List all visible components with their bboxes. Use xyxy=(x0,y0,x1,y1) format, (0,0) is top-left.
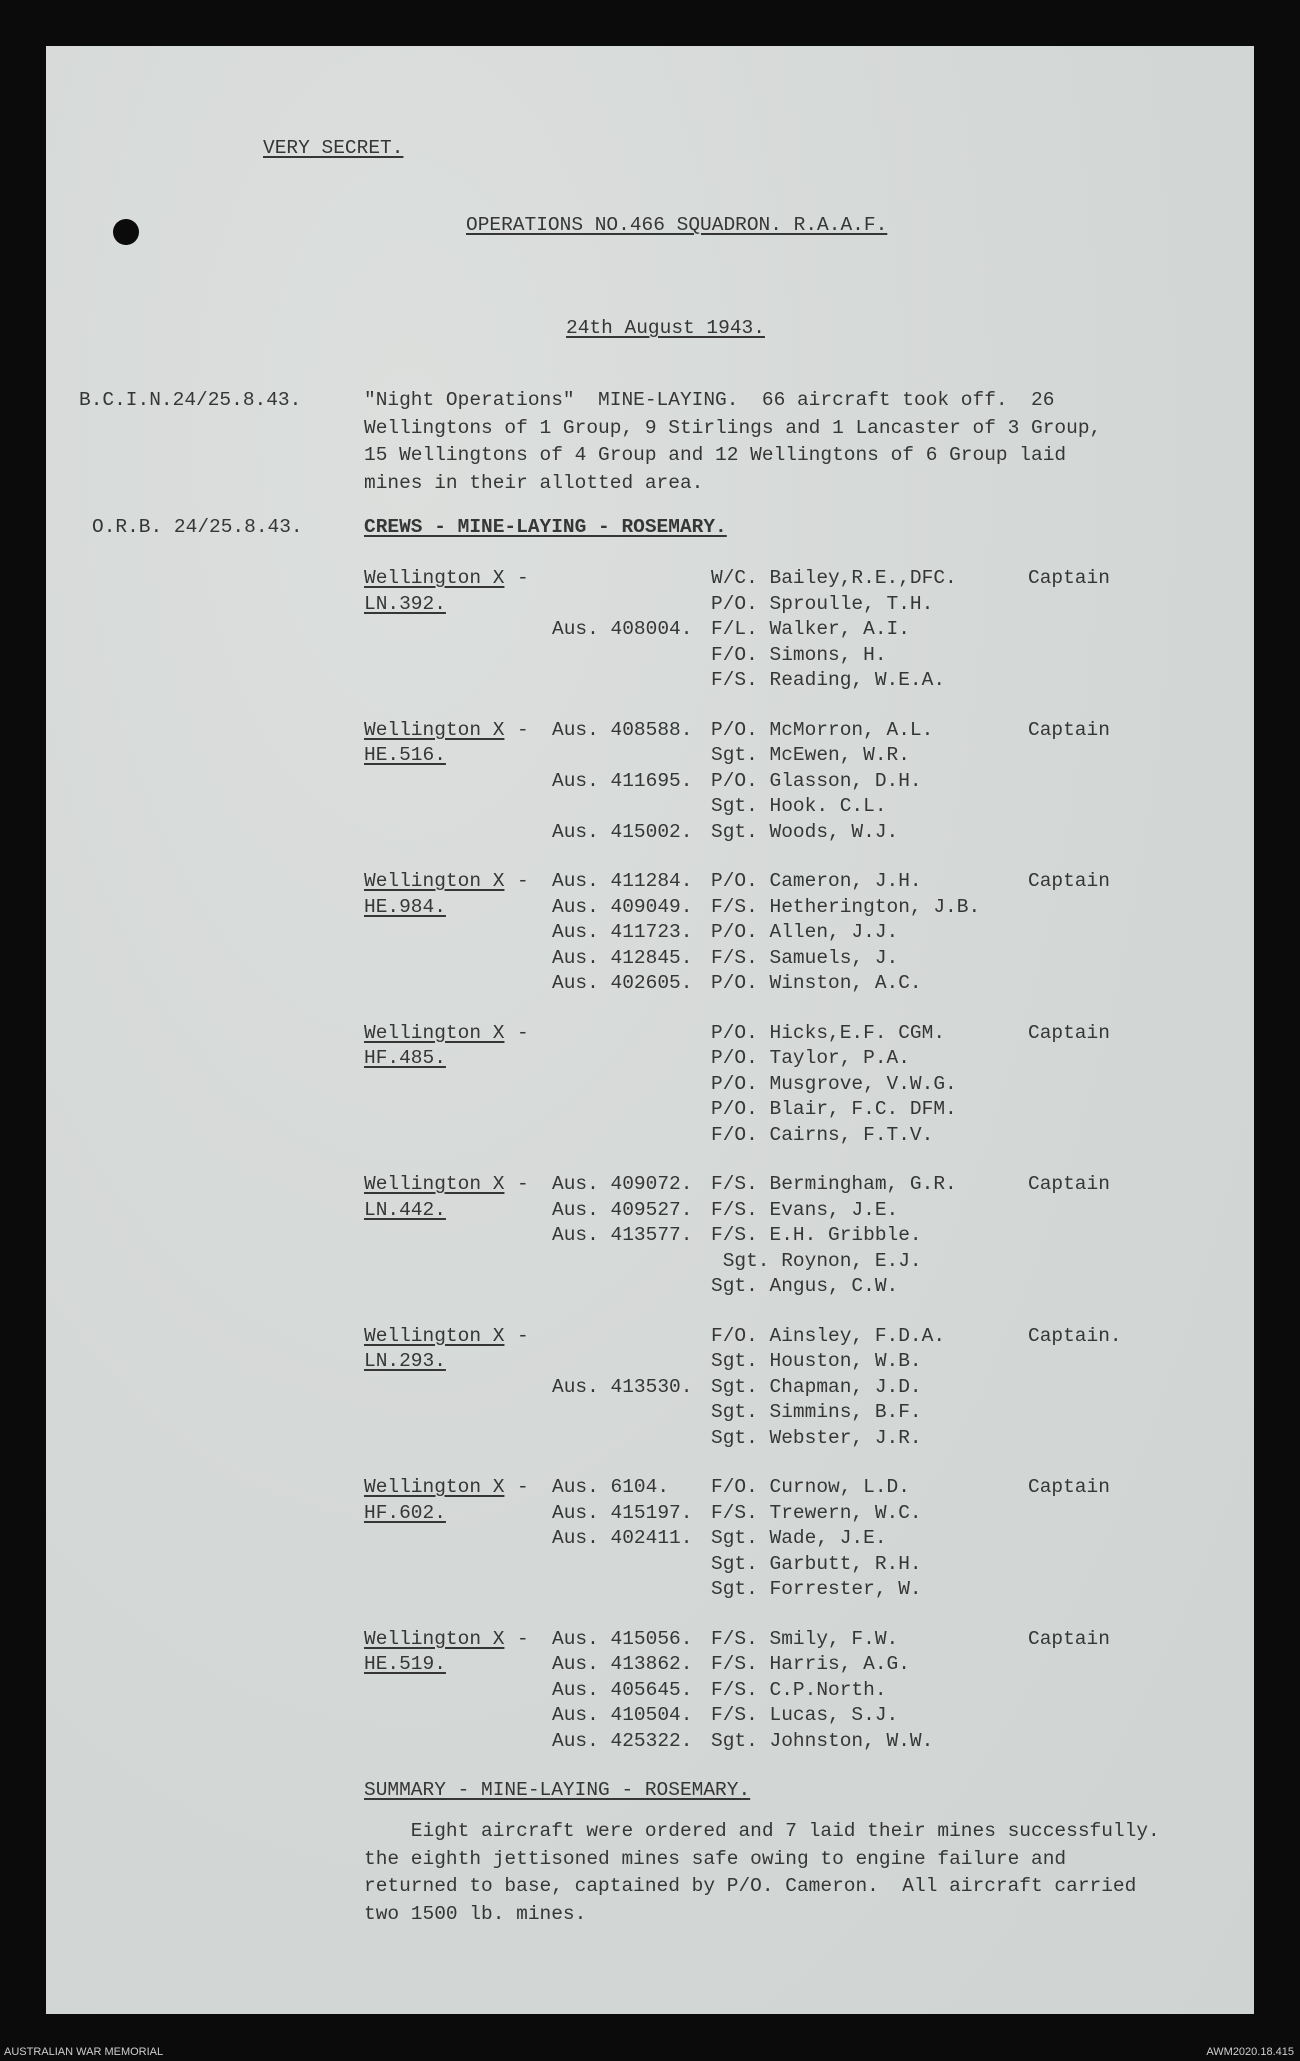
crew-block xyxy=(364,566,1164,698)
crew-member-name: P/O. Glasson, D.H. xyxy=(711,769,922,792)
crew-member-name: F/S. Harris, A.G. xyxy=(711,1653,910,1675)
aircraft-serial: LN.392. xyxy=(364,592,446,615)
crew-block xyxy=(364,869,1164,1001)
crew-member-name: Sgt. Houston, W.B. xyxy=(711,1350,922,1372)
crew-block xyxy=(364,1324,1164,1456)
crew-member-name: F/S. Trewern, W.C. xyxy=(711,1501,922,1524)
aircraft-serial: HE.519. xyxy=(364,1653,446,1675)
orb-reference: O.R.B. 24/25.8.43. xyxy=(92,516,303,538)
service-number: Aus. 408004. xyxy=(552,618,693,640)
crew-member-name: F/S. Samuels, J. xyxy=(711,946,899,969)
crew-member-name: P/O. Allen, J.J. xyxy=(711,921,899,943)
crew-member-name: F/S. Hetherington, J.B. xyxy=(711,895,981,918)
crew-member-name: F/S. E.H. Gribble. xyxy=(711,1224,922,1246)
bcin-line: "Night Operations" MINE-LAYING. 66 aircraft took off. 26 xyxy=(364,389,1055,411)
service-number: Aus. 425322. xyxy=(552,1729,693,1752)
bcin-line: Wellingtons of 1 Group, 9 Stirlings and 1 Lancaster of 3 Group, xyxy=(364,416,1102,439)
aircraft-serial: HE.516. xyxy=(364,744,446,766)
crew-member-name: Sgt. Webster, J.R. xyxy=(711,1426,922,1449)
service-number: Aus. 412845. xyxy=(552,946,693,969)
service-number: Aus. 409049. xyxy=(552,895,693,918)
crew-block xyxy=(364,1627,1164,1759)
service-number: Aus. 411284. xyxy=(552,870,693,892)
aircraft-type: Wellington X xyxy=(364,567,505,589)
crew-role: Captain xyxy=(1028,1476,1110,1498)
footer-source: AUSTRALIAN WAR MEMORIAL xyxy=(4,2046,164,2058)
crew-block xyxy=(364,1021,1164,1153)
crew-member-name: F/S. Evans, J.E. xyxy=(711,1198,899,1221)
document-title: OPERATIONS NO.466 SQUADRON. R.A.A.F. xyxy=(466,214,888,236)
crew-member-name: P/O. Winston, A.C. xyxy=(711,972,922,994)
bcin-line: mines in their allotted area. xyxy=(364,471,704,494)
aircraft-type: Wellington X xyxy=(364,718,505,741)
service-number: Aus. 415056. xyxy=(552,1627,693,1650)
aircraft-dash: - xyxy=(517,1627,529,1650)
service-number: Aus. 413862. xyxy=(552,1653,693,1675)
crew-member-name: F/S. Smily, F.W. xyxy=(711,1627,899,1650)
summary-line: two 1500 lb. mines. xyxy=(364,1902,587,1925)
service-number: Aus. 413577. xyxy=(552,1224,693,1246)
aircraft-dash: - xyxy=(517,1173,529,1195)
crew-block xyxy=(364,1172,1164,1304)
crew-role: Captain xyxy=(1028,718,1110,741)
crew-member-name: W/C. Bailey,R.E.,DFC. xyxy=(711,567,957,589)
summary-heading: SUMMARY - MINE-LAYING - ROSEMARY. xyxy=(364,1779,751,1801)
aircraft-type: Wellington X xyxy=(364,1476,505,1498)
crew-member-name: Sgt. Chapman, J.D. xyxy=(711,1375,922,1398)
service-number: Aus. 413530. xyxy=(552,1375,693,1398)
aircraft-dash: - xyxy=(517,1476,529,1498)
crew-block xyxy=(364,1475,1164,1607)
crew-role: Captain xyxy=(1028,1021,1110,1044)
crew-member-name: Sgt. Simmins, B.F. xyxy=(711,1401,922,1423)
classification: VERY SECRET. xyxy=(263,137,404,159)
crew-member-name: F/L. Walker, A.I. xyxy=(711,618,910,640)
document-date: 24th August 1943. xyxy=(566,317,765,339)
service-number: Aus. 402605. xyxy=(552,972,693,994)
crew-member-name: P/O. Cameron, J.H. xyxy=(711,870,922,892)
aircraft-dash: - xyxy=(517,1021,529,1044)
service-number: Aus. 405645. xyxy=(552,1678,693,1701)
crew-member-name: Sgt. Forrester, W. xyxy=(711,1578,922,1600)
service-number: Aus. 410504. xyxy=(552,1704,693,1726)
aircraft-dash: - xyxy=(517,718,529,741)
summary-line: returned to base, captained by P/O. Cameron. All aircraft carried xyxy=(364,1875,1137,1897)
crew-role: Captain xyxy=(1028,1173,1110,1195)
crew-member-name: P/O. Blair, F.C. DFM. xyxy=(711,1098,957,1120)
bcin-reference: B.C.I.N.24/25.8.43. xyxy=(79,389,302,411)
crew-member-name: F/O. Cairns, F.T.V. xyxy=(711,1123,934,1146)
service-number: Aus. 411695. xyxy=(552,769,693,792)
crew-member-name: Sgt. Johnston, W.W. xyxy=(711,1729,934,1752)
crew-member-name: P/O. McMorron, A.L. xyxy=(711,718,934,741)
crews-heading: CREWS - MINE-LAYING - ROSEMARY. xyxy=(364,516,727,538)
crew-member-name: P/O. Sproulle, T.H. xyxy=(711,592,934,615)
crew-member-name: F/O. Ainsley, F.D.A. xyxy=(711,1324,946,1347)
aircraft-type: Wellington X xyxy=(364,1627,505,1650)
crew-member-name: F/S. Lucas, S.J. xyxy=(711,1704,899,1726)
summary-line: Eight aircraft were ordered and 7 laid their mines successfully. xyxy=(364,1820,1160,1842)
aircraft-type: Wellington X xyxy=(364,1173,505,1195)
crew-role: Captain xyxy=(1028,1627,1110,1650)
crew-member-name: P/O. Taylor, P.A. xyxy=(711,1047,910,1069)
crew-member-name: P/O. Musgrove, V.W.G. xyxy=(711,1072,957,1095)
crew-member-name: F/O. Curnow, L.D. xyxy=(711,1476,910,1498)
crew-member-name: F/S. Bermingham, G.R. xyxy=(711,1173,957,1195)
crew-member-name: Sgt. Roynon, E.J. xyxy=(711,1249,922,1272)
aircraft-type: Wellington X xyxy=(364,1324,505,1347)
service-number: Aus. 409527. xyxy=(552,1198,693,1221)
aircraft-serial: LN.442. xyxy=(364,1198,446,1221)
service-number: Aus. 411723. xyxy=(552,921,693,943)
aircraft-serial: LN.293. xyxy=(364,1350,446,1372)
aircraft-serial: HF.485. xyxy=(364,1047,446,1069)
service-number: Aus. 415002. xyxy=(552,820,693,843)
service-number: Aus. 415197. xyxy=(552,1501,693,1524)
crew-member-name: Sgt. Wade, J.E. xyxy=(711,1527,887,1549)
punch-hole xyxy=(113,219,139,245)
service-number: Aus. 409072. xyxy=(552,1173,693,1195)
aircraft-dash: - xyxy=(517,870,529,892)
summary-line: the eighth jettisoned mines safe owing to engine failure and xyxy=(364,1847,1067,1870)
crew-member-name: Sgt. Garbutt, R.H. xyxy=(711,1552,922,1575)
crew-member-name: P/O. Hicks,E.F. CGM. xyxy=(711,1021,946,1044)
crew-member-name: F/S. Reading, W.E.A. xyxy=(711,669,946,691)
crew-role: Captain xyxy=(1028,567,1110,589)
service-number: Aus. 402411. xyxy=(552,1527,693,1549)
aircraft-dash: - xyxy=(517,567,529,589)
footer-reference: AWM2020.18.415 xyxy=(1206,2046,1294,2058)
bcin-line: 15 Wellingtons of 4 Group and 12 Wellingtons of 6 Group laid xyxy=(364,444,1067,466)
aircraft-serial: HF.602. xyxy=(364,1501,446,1524)
crew-member-name: Sgt. McEwen, W.R. xyxy=(711,744,910,766)
crew-role: Captain. xyxy=(1028,1324,1122,1347)
crew-member-name: Sgt. Angus, C.W. xyxy=(711,1275,899,1297)
crew-member-name: F/S. C.P.North. xyxy=(711,1678,887,1701)
crew-member-name: F/O. Simons, H. xyxy=(711,643,887,666)
aircraft-serial: HE.984. xyxy=(364,895,446,918)
crew-member-name: Sgt. Woods, W.J. xyxy=(711,820,899,843)
aircraft-type: Wellington X xyxy=(364,1021,505,1044)
aircraft-dash: - xyxy=(517,1324,529,1347)
crew-role: Captain xyxy=(1028,870,1110,892)
service-number: Aus. 408588. xyxy=(552,718,693,741)
service-number: Aus. 6104. xyxy=(552,1476,670,1498)
aircraft-type: Wellington X xyxy=(364,870,505,892)
crew-member-name: Sgt. Hook. C.L. xyxy=(711,795,887,817)
crew-block xyxy=(364,718,1164,850)
